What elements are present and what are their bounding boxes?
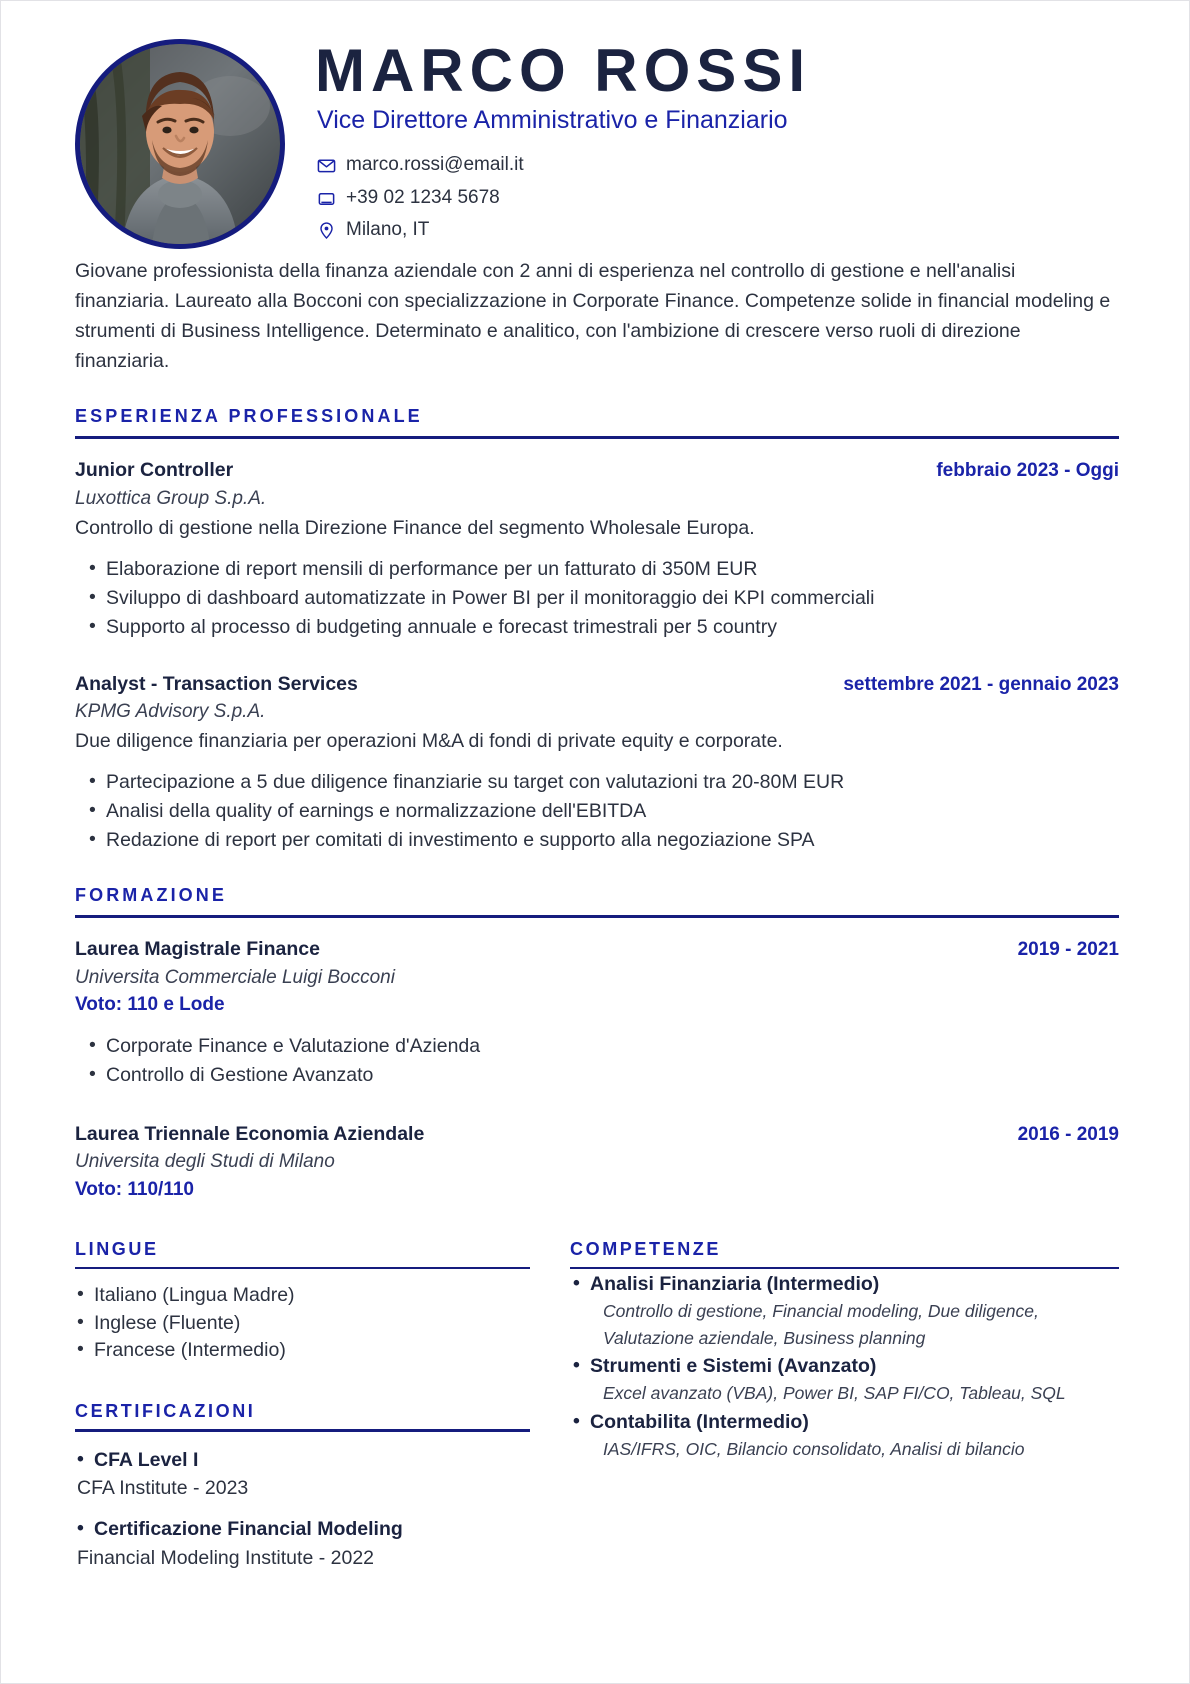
- skill-name: • Analisi Finanziaria (Intermedio): [570, 1271, 1119, 1298]
- section-divider: [75, 1267, 530, 1270]
- job-title: Analyst - Transaction Services: [75, 672, 358, 695]
- certification-item: [75, 1448, 530, 1502]
- section-title-skills: COMPETENZE: [570, 1238, 722, 1259]
- header-text-block: [315, 35, 1119, 252]
- job-bullets: [75, 555, 1119, 642]
- job-description: Due diligence finanziaria per operazioni M&A di fondi di private equity e corporate.: [75, 729, 783, 752]
- list-item: • Partecipazione a 5 due diligence finanziarie su target con valutazioni tra 20-80M EUR: [89, 768, 1119, 797]
- section-skills: [570, 1239, 1119, 1463]
- skill-item: [570, 1271, 1119, 1351]
- degree-grade: Voto: 110/110: [75, 1178, 194, 1200]
- section-education: [75, 885, 1119, 1203]
- right-column: [570, 1239, 1119, 1571]
- experience-entry: [75, 458, 1119, 641]
- education-entry: [75, 937, 1119, 1090]
- list-item: • Analisi della quality of earnings e normalizzazione dell'EBITDA: [89, 797, 1119, 826]
- skill-item: [570, 1353, 1119, 1407]
- skill-name: • Contabilita (Intermedio): [570, 1409, 1119, 1436]
- entry-header: [75, 672, 1119, 698]
- envelope-icon: [317, 156, 336, 175]
- school-name: Universita degli Studi di Milano: [75, 1151, 335, 1173]
- certification-item: [75, 1517, 530, 1571]
- certification-name: • CFA Level I: [77, 1448, 530, 1473]
- list-item: • Corporate Finance e Valutazione d'Azienda: [89, 1032, 1119, 1061]
- skill-item: [570, 1409, 1119, 1463]
- professional-summary: Giovane professionista della finanza aziendale con 2 anni di esperienza nel controllo di gestione e nell'analisi finanziaria. Laureato alla Bocconi con specializzazione in Corporate Finance. Competenze solide in financial modeling e strumenti di Business Intelligence. Determinato e analitico, con l'ambizione di crescere verso ruoli di direzione finanziaria.: [75, 260, 1111, 373]
- list-item: • Italiano (Lingua Madre): [77, 1282, 530, 1310]
- list-item: • Elaborazione di report mensili di performance per un fatturato di 350M EUR: [89, 555, 1119, 584]
- section-divider: [570, 1267, 1119, 1270]
- job-date: febbraio 2023 - Oggi: [936, 460, 1119, 482]
- degree-date: 2019 - 2021: [1017, 938, 1119, 960]
- degree-title: Laurea Magistrale Finance: [75, 937, 320, 960]
- section-certifications: [75, 1401, 530, 1571]
- avatar: [80, 44, 280, 244]
- section-title-education: FORMAZIONE: [75, 884, 227, 905]
- contact-email[interactable]: [317, 154, 1119, 177]
- entry-header: [75, 937, 1119, 963]
- certification-meta: CFA Institute - 2023: [77, 1476, 249, 1499]
- section-experience: [75, 406, 1119, 855]
- bottom-columns: [75, 1239, 1119, 1571]
- certification-name: • Certificazione Financial Modeling: [77, 1517, 530, 1542]
- job-title: Junior Controller: [75, 459, 234, 482]
- section-languages: [75, 1239, 530, 1366]
- experience-entry: [75, 672, 1119, 855]
- contact-phone[interactable]: [317, 187, 1119, 210]
- list-item: • Supporto al processo di budgeting annuale e forecast trimestrali per 5 country: [89, 613, 1119, 642]
- section-divider: [75, 1429, 530, 1432]
- certification-meta: Financial Modeling Institute - 2022: [77, 1546, 375, 1569]
- education-entry: [75, 1122, 1119, 1203]
- section-divider: [75, 915, 1119, 918]
- job-date: settembre 2021 - gennaio 2023: [843, 673, 1119, 695]
- list-item: • Redazione di report per comitati di investimento e supporto alla negoziazione SPA: [89, 826, 1119, 855]
- list-item: • Francese (Intermedio): [77, 1337, 530, 1365]
- job-bullets: [75, 768, 1119, 855]
- language-list: [75, 1282, 530, 1365]
- section-title-experience: ESPERIENZA PROFESSIONALE: [75, 406, 423, 427]
- entry-header: [75, 458, 1119, 484]
- contact-location: [317, 219, 1119, 242]
- job-company: Luxottica Group S.p.A.: [75, 487, 267, 509]
- skill-detail: Controllo di gestione, Financial modeling, Due diligence, Valutazione aziendale, Business planning: [603, 1300, 1039, 1348]
- left-column: [75, 1239, 530, 1571]
- skill-name: • Strumenti e Sistemi (Avanzato): [570, 1353, 1119, 1380]
- section-title-languages: LINGUE: [75, 1238, 159, 1259]
- list-item: • Controllo di Gestione Avanzato: [89, 1061, 1119, 1090]
- contact-location-text: Milano, IT: [346, 219, 430, 241]
- location-pin-icon: [317, 221, 336, 240]
- section-title-certifications: CERTIFICAZIONI: [75, 1401, 256, 1422]
- list-item: • Sviluppo di dashboard automatizzate in Power BI per il monitoraggio dei KPI commerciali: [89, 584, 1119, 613]
- list-item: • Inglese (Fluente): [77, 1310, 530, 1338]
- candidate-name: MARCO ROSSI: [315, 37, 812, 104]
- phone-icon: [317, 189, 336, 208]
- skill-detail: IAS/IFRS, OIC, Bilancio consolidato, Analisi di bilancio: [603, 1438, 1025, 1459]
- degree-date: 2016 - 2019: [1017, 1123, 1119, 1145]
- contact-phone-text: +39 02 1234 5678: [346, 186, 500, 208]
- education-bullets: [75, 1032, 1119, 1090]
- school-name: Universita Commerciale Luigi Bocconi: [75, 966, 395, 988]
- degree-grade: Voto: 110 e Lode: [75, 994, 225, 1016]
- skill-detail: Excel avanzato (VBA), Power BI, SAP FI/CO, Tableau, SQL: [603, 1383, 1066, 1404]
- job-description: Controllo di gestione nella Direzione Finance del segmento Wholesale Europa.: [75, 516, 755, 539]
- section-divider: [75, 436, 1119, 439]
- resume-header: [75, 35, 1119, 252]
- entry-header: [75, 1122, 1119, 1148]
- contact-email-text: marco.rossi@email.it: [346, 153, 524, 175]
- job-company: KPMG Advisory S.p.A.: [75, 701, 266, 723]
- degree-title: Laurea Triennale Economia Aziendale: [75, 1122, 425, 1145]
- candidate-role: Vice Direttore Amministrativo e Finanziario: [317, 105, 788, 134]
- profile-photo-frame: [75, 39, 285, 249]
